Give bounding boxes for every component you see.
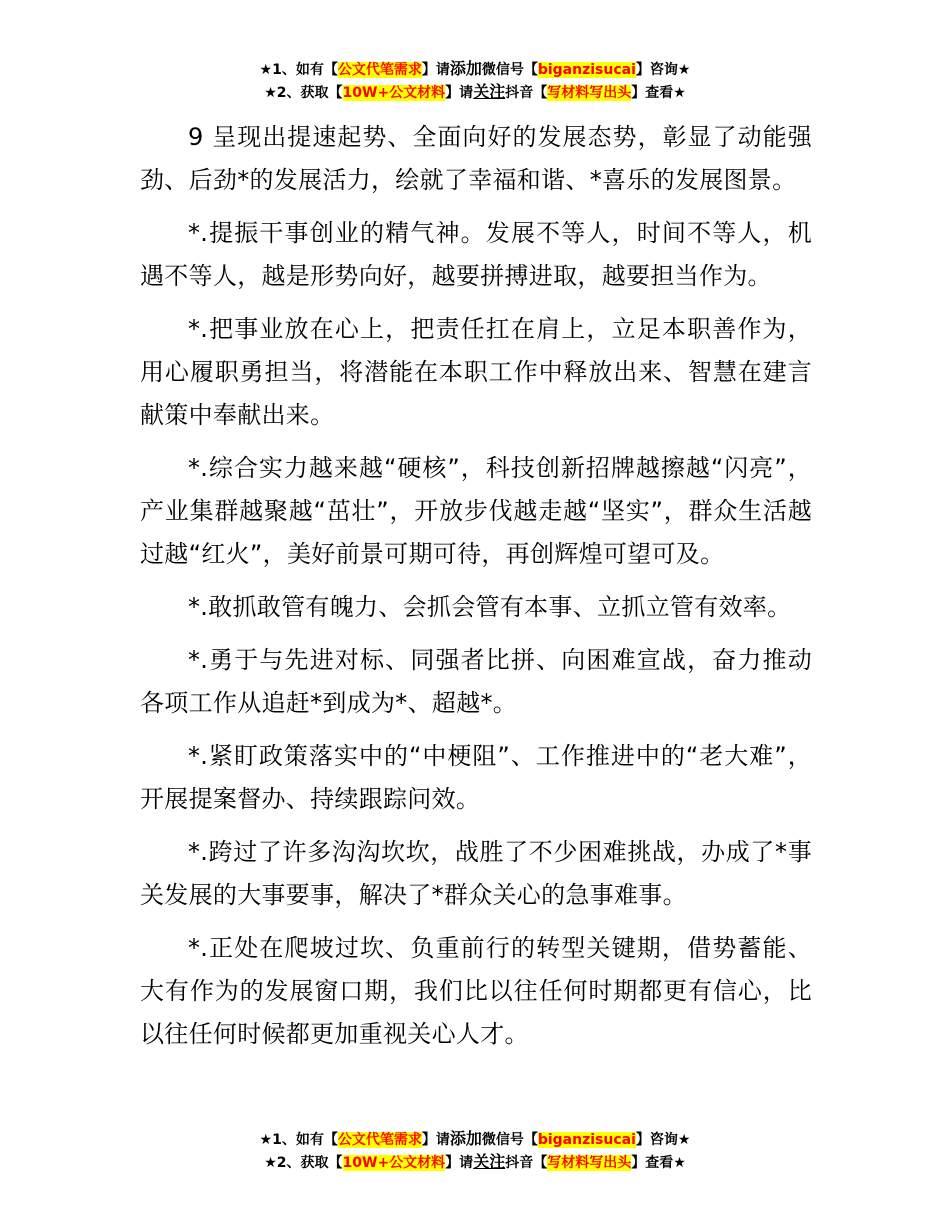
emphasis-text: 关注	[473, 82, 506, 101]
banner-text: ★1、如有【	[259, 62, 338, 78]
paragraph: *.紧盯政策落实中的“中梗阻”、工作推进中的“老大难”，开展提案督办、持续跟踪问效。	[140, 742, 812, 813]
paragraph: *.把事业放在心上，把责任扛在肩上，立足本职善作为，用心履职勇担当，将潜能在本职工作中释放出来、智慧在建言献策中奉献出来。	[140, 315, 812, 429]
header-banner	[0, 58, 950, 104]
highlight-service: 公文代笔需求	[337, 62, 422, 78]
banner-text: 】请	[421, 62, 450, 78]
banner-text: 抖音【	[505, 1155, 548, 1171]
emphasis-text: 添加	[449, 1129, 482, 1148]
banner-text: 】查看★	[631, 85, 686, 101]
highlight-douyin-id: 写材料写出头	[547, 1155, 632, 1171]
banner-text: ★1、如有【	[259, 1132, 338, 1148]
highlight-wechat-id: biganzisucai	[537, 62, 636, 78]
highlight-douyin-id: 写材料写出头	[547, 85, 632, 101]
banner-text: 】咨询★	[635, 62, 691, 78]
banner-line-2	[0, 81, 950, 104]
paragraph: *.综合实力越来越“硬核”，科技创新招牌越擦越“闪亮”，产业集群越聚越“茁壮”，开放步伐越走越“坚实”，群众生活越过越“红火”，美好前景可期可待，再创辉煌可望可及。	[140, 454, 812, 568]
highlight-wechat-id: biganzisucai	[537, 1132, 636, 1148]
emphasis-text: 关注	[473, 1152, 506, 1171]
highlight-materials: 10W+公文材料	[342, 1155, 446, 1171]
banner-text: 】请	[421, 1132, 450, 1148]
banner-line-1	[0, 58, 950, 81]
banner-text: 微信号【	[481, 62, 538, 78]
banner-text: 微信号【	[481, 1132, 538, 1148]
highlight-service: 公文代笔需求	[337, 1132, 422, 1148]
document-body	[140, 116, 812, 1066]
paragraph: *.提振干事创业的精气神。发展不等人，时间不等人，机遇不等人，越是形势向好，越要拼搏进取，越要担当作为。	[140, 219, 812, 290]
emphasis-text: 添加	[449, 59, 482, 78]
paragraph: *.跨过了许多沟沟坎坎，战胜了不少困难挑战，办成了*事关发展的大事要事，解决了*群众关心的急事难事。	[140, 838, 812, 909]
paragraph: *.敢抓敢管有魄力、会抓会管有本事、立抓立管有效率。	[188, 593, 792, 621]
paragraph: *.勇于与先进对标、同强者比拼、向困难宣战，奋力推动各项工作从追赶*到成为*、超越*。	[140, 646, 812, 717]
banner-line-2	[0, 1151, 950, 1174]
banner-text: 】查看★	[631, 1155, 686, 1171]
banner-text: ★2、获取【	[264, 1155, 343, 1171]
banner-text: 】请	[445, 1155, 474, 1171]
highlight-materials: 10W+公文材料	[342, 85, 446, 101]
banner-text: 】咨询★	[635, 1132, 691, 1148]
paragraph: *.正处在爬坡过坎、负重前行的转型关键期，借势蓄能、大有作为的发展窗口期，我们比以往任何时期都更有信心，比以往任何时候都更加重视关心人才。	[140, 934, 812, 1048]
banner-text: 】请	[445, 85, 474, 101]
footer-banner	[0, 1128, 950, 1174]
banner-text: ★2、获取【	[264, 85, 343, 101]
paragraph: 9 呈现出提速起势、全面向好的发展态势，彰显了动能强劲、后劲*的发展活力，绘就了幸福和谐、*喜乐的发展图景。	[140, 123, 812, 194]
banner-text: 抖音【	[505, 85, 548, 101]
banner-line-1	[0, 1128, 950, 1151]
